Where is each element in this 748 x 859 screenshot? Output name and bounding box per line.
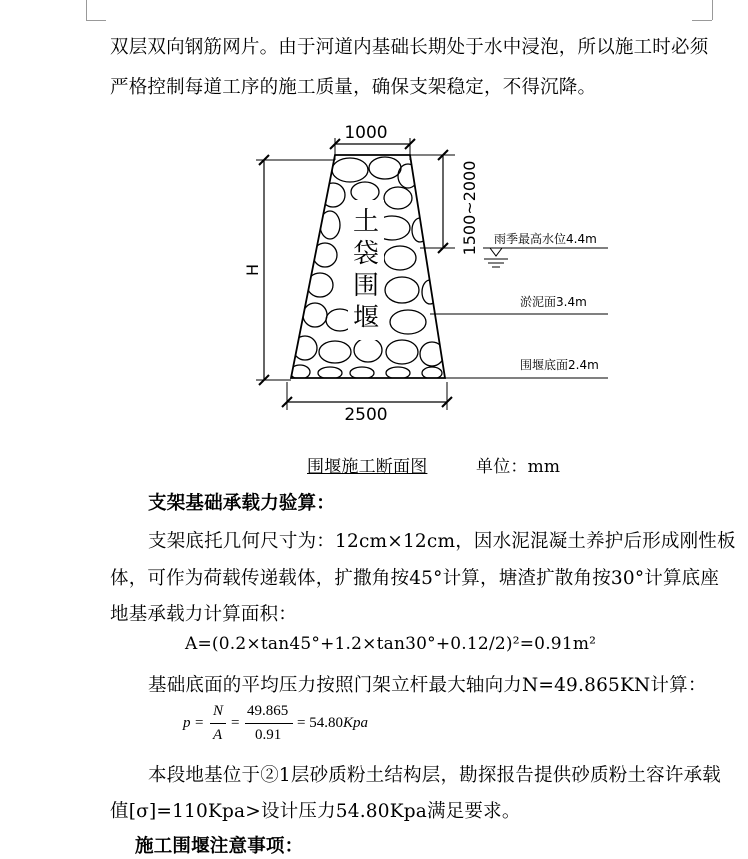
paragraph-line: 支架底托几何尺寸为：12cm×12cm，因水泥混凝土养护后形成刚性板 xyxy=(148,531,736,552)
bottom-width-label: 2500 xyxy=(344,405,388,425)
page-corner-mark-left-h xyxy=(86,20,106,21)
formula-area: A=(0.2×tan45°+1.2×tan30°+0.12/2)²=0.91m² xyxy=(185,634,597,654)
eq-unit: Kpa xyxy=(343,715,369,731)
fill-char: 堰 xyxy=(352,303,380,333)
bottom-level-label: 围堰底面2.4m xyxy=(520,358,599,372)
paragraph-line: 双层双向钢筋网片。由于河道内基础长期处于水中浸泡，所以施工时必须 xyxy=(110,37,709,58)
page-corner-mark-left xyxy=(86,0,87,20)
eq-numerator-value: 49.865 xyxy=(247,703,289,719)
cofferdam-section-figure xyxy=(0,110,748,550)
eq-denominator-A: A xyxy=(213,727,223,743)
figure-caption: 围堰施工断面图 xyxy=(307,457,428,477)
figure-unit: 单位：mm xyxy=(476,457,561,477)
paragraph-line: 本段地基位于②1层砂质粉土结构层，勘探报告提供砂质粉土容许承载 xyxy=(148,765,721,786)
page-corner-mark-right xyxy=(712,0,713,20)
section-heading: 施工围堰注意事项： xyxy=(135,836,304,857)
page-corner-mark-right-h xyxy=(692,20,712,21)
eq-denominator-value: 0.91 xyxy=(255,727,282,743)
paragraph-line: 严格控制每道工序的施工质量，确保支架稳定，不得沉降。 xyxy=(110,77,597,98)
silt-label: 淤泥面3.4m xyxy=(520,295,587,309)
section-heading: 支架基础承载力验算： xyxy=(148,493,336,514)
paragraph-line: 体，可作为荷载传递载体，扩撒角按45°计算，塘渣扩散角按30°计算底座 xyxy=(110,568,720,589)
eq-numerator-N: N xyxy=(213,703,224,719)
paragraph-line: 基础底面的平均压力按照门架立杆最大轴向力N=49.865KN计算： xyxy=(148,675,707,696)
fill-char: 袋 xyxy=(352,239,380,269)
eq-symbol-p: p xyxy=(183,715,191,731)
fill-char: 围 xyxy=(352,271,380,301)
paragraph-line: 地基承载力计算面积： xyxy=(110,604,298,625)
paragraph-line: 值[σ]=110Kpa>设计压力54.80Kpa满足要求。 xyxy=(110,801,521,822)
top-width-label: 1000 xyxy=(344,123,388,143)
height-label: H xyxy=(243,263,262,277)
eq-result: = 54.80 xyxy=(297,715,343,731)
fill-char: 土 xyxy=(352,207,380,237)
water-level-label: 雨季最高水位4.4m xyxy=(494,232,597,246)
pressure-equation: p = N A = 49.865 0.91 = 54.80 Kpa xyxy=(183,703,369,743)
freeboard-label: 1500~2000 xyxy=(460,160,479,256)
